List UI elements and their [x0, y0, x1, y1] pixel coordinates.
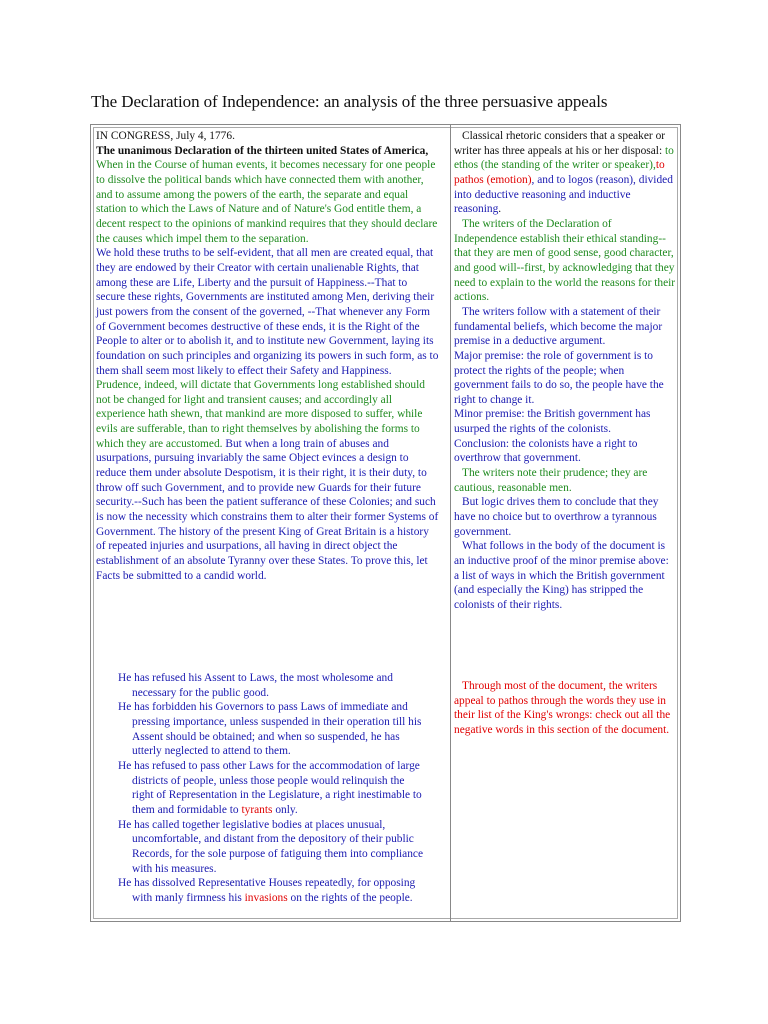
grievance-text: on the rights of the people. [287, 891, 413, 904]
table-inner-border [677, 127, 678, 919]
congress-dateline: IN CONGRESS, July 4, 1776. [96, 130, 235, 142]
table-inner-border [93, 127, 678, 128]
declaration-heading: The unanimous Declaration of the thirteen united States of America, [96, 144, 429, 157]
intro-period: . [498, 203, 502, 216]
minor-premise: Minor premise: the British government has usurped the rights of the colonists. [454, 408, 651, 436]
grievance-item [118, 876, 424, 905]
prudence-note: The writers note their prudence; they are cautious, reasonable men. [454, 467, 648, 494]
grievance-item [118, 759, 424, 818]
grievance-text: He has refused to pass other Laws for the accommodation of large districts of people, unless those people would relinquish the right of Representation in the Legislature, a right inestimable to them and formidable to [118, 759, 422, 816]
table-inner-border [93, 918, 678, 919]
grievance-item: He has refused his Assent to Laws, the most wholesome and necessary for the public good. [118, 672, 393, 699]
document-title: The Declaration of Independence: an analysis of the three persuasive appeals [91, 92, 608, 111]
analysis-column [454, 129, 676, 613]
truths-text-logos: We hold these truths to be self-evident, that all men are created equal, that they are endowed by their Creator with certain unalienable Rights, that among these are Life, Liberty and the pursuit of Happiness.--That to secure these rights, Governments are instituted among Men, deriving their just powers from the consent of the governed, --That whenever any Form of Government becomes destructive of these ends, it is the Right of the People to alter or to abolish it, and to institute new Government, laying its foundation on such principles and organizing its powers in such form, as to them shall seem most likely to effect their Safety and Happiness. [96, 247, 439, 377]
intro-text: Classical rhetoric considers that a speaker or writer has three appeals at his or her disposal: [454, 130, 666, 157]
logic-note: But logic drives them to conclude that they have no choice but to overthrow a tyrannous government. [454, 496, 659, 538]
self-evident-truths-paragraph [96, 246, 439, 583]
column-divider [450, 125, 451, 921]
grievance-text: only. [272, 803, 298, 816]
grievances-list [118, 671, 424, 906]
inductive-proof-note: What follows in the body of the document is an inductive proof of the minor premise above: a list of ways in which the British government (and especially the King) has stripped the colonists of their rights. [454, 540, 669, 611]
pathos-analysis-paragraph: Through most of the document, the writers appeal to pathos through the words they use in their list of the King's wrongs: check out all the negative words in this section of the document. [454, 680, 671, 736]
grievance-text: He has dissolved Representative Houses repeatedly, for opposing with manly firmness his [118, 877, 416, 904]
table-inner-border [93, 127, 94, 919]
grievance-item: He has called together legislative bodies at places unusual, uncomfortable, and distant from the depository of their public Records, for the sole purpose of fatiguing them into compliance with his measures. [118, 818, 424, 875]
ethos-analysis-paragraph: The writers of the Declaration of Independence establish their ethical standing--that they are men of good sense, good character, and good will--first, by acknowledging that they need to explain to the world the reasons for their actions. [454, 217, 676, 304]
pathos-label: to pathos (emotion) [454, 159, 665, 186]
logos-label: , and to logos (reason), divided into deductive reasoning and inductive reasoning [454, 173, 673, 216]
preamble-paragraph: When in the Course of human events, it becomes necessary for one people to dissolve the political bands which have connected them with another, and to assume among the powers of the earth, the separate and equal station to which the Laws of Nature and of Nature's God entitle them, a decent respect to the opinions of mankind requires that they should declare the causes which impel them to the separation. [96, 159, 438, 245]
prudence-text-ethos: Prudence, indeed, will dictate that Governments long established should not be changed for light and transient causes; and accordingly all experience hath shewn, that mankind are more disposed to suffer, while evils are sufferable, than to right themselves by abolishing the forms to which they are accustomed. [96, 379, 425, 450]
ethos-label: to ethos (the standing of the writer or speaker), [454, 144, 674, 172]
major-premise: Major premise: the role of government is to protect the rights of the people; when government fails to do so, the people have the right to change it. [454, 349, 664, 406]
conclusion: Conclusion: the colonists have a right to overthrow that government. [454, 437, 638, 465]
grievance-item: He has forbidden his Governors to pass Laws of immediate and pressing importance, unless suspended in their operation till his Assent should be obtained; and when so suspended, he has utterly neglected to attend to them. [118, 701, 422, 758]
pathos-word-tyrants: tyrants [241, 803, 273, 816]
abuses-text-logos: But when a long train of abuses and usurpations, pursuing invariably the same Object evinces a design to reduce them under absolute Despotism, it is their right, it is their duty, to throw off such Government, and to provide new Guards for their future security.--Such has been the patient sufferance of these Colonies; and such is now the necessity which constrains them to alter their former Systems of Government. The history of the present King of Great Britain is a history of repeated injuries and usurpations, all having in direct object the establishment of an absolute Tyranny over these States. To prove this, let Facts be submitted to a candid world. [96, 437, 439, 582]
appeals-intro-paragraph [454, 129, 676, 217]
logos-statement-paragraph: The writers follow with a statement of their fundamental beliefs, which become the major premise in a deductive argument. [454, 305, 663, 348]
declaration-text-column [96, 129, 439, 583]
pathos-word-invasions: invasions [244, 891, 288, 904]
